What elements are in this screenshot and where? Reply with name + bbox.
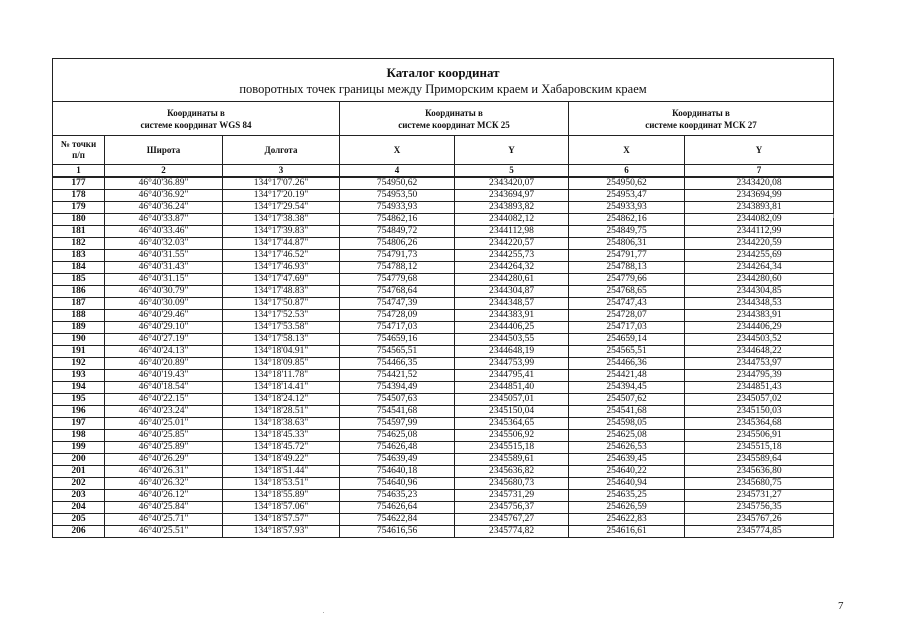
x-msk25-cell: 754779,68 xyxy=(340,274,455,286)
x-msk25-cell: 754953,50 xyxy=(340,190,455,202)
table-row xyxy=(53,358,834,370)
x-msk25-cell: 754659,16 xyxy=(340,334,455,346)
y-msk25-cell: 2345150,04 xyxy=(455,406,569,418)
latitude-cell: 46°40'25.51" xyxy=(105,526,223,538)
x-msk27-cell: 254394,45 xyxy=(569,382,685,394)
table-row xyxy=(53,406,834,418)
x-msk25-cell: 754622,84 xyxy=(340,514,455,526)
table-row xyxy=(53,177,834,190)
latitude-cell: 46°40'26.31" xyxy=(105,466,223,478)
y-msk27-cell: 2344795,39 xyxy=(685,370,834,382)
longitude-cell: 134°18'04.91" xyxy=(223,346,340,358)
point-number: 178 xyxy=(53,190,105,202)
y-msk25-cell: 2344220,57 xyxy=(455,238,569,250)
y-msk25-cell: 2343420,07 xyxy=(455,177,569,190)
latitude-cell: 46°40'33.87" xyxy=(105,214,223,226)
longitude-cell: 134°17'29.54" xyxy=(223,202,340,214)
x-msk25-cell: 754625,08 xyxy=(340,430,455,442)
x-msk27-cell: 254541,68 xyxy=(569,406,685,418)
table-row xyxy=(53,442,834,454)
table-row xyxy=(53,286,834,298)
longitude-cell: 134°18'09.85" xyxy=(223,358,340,370)
point-number: 202 xyxy=(53,478,105,490)
x-msk25-cell: 754791,73 xyxy=(340,250,455,262)
point-number: 185 xyxy=(53,274,105,286)
x-msk25-cell: 754507,63 xyxy=(340,394,455,406)
x-msk27-cell: 254626,53 xyxy=(569,442,685,454)
x-msk27-cell: 254788,13 xyxy=(569,262,685,274)
column-header-y-msk25: Y xyxy=(455,136,569,165)
longitude-cell: 134°17'46.93" xyxy=(223,262,340,274)
latitude-cell: 46°40'36.92" xyxy=(105,190,223,202)
x-msk27-cell: 254466,36 xyxy=(569,358,685,370)
point-number: 187 xyxy=(53,298,105,310)
y-msk27-cell: 2344255,69 xyxy=(685,250,834,262)
latitude-cell: 46°40'24.13" xyxy=(105,346,223,358)
x-msk25-cell: 754597,99 xyxy=(340,418,455,430)
y-msk25-cell: 2345589,61 xyxy=(455,454,569,466)
latitude-cell: 46°40'30.09" xyxy=(105,298,223,310)
y-msk25-cell: 2345767,27 xyxy=(455,514,569,526)
column-number: 6 xyxy=(569,165,685,178)
y-msk25-cell: 2344348,57 xyxy=(455,298,569,310)
table-row xyxy=(53,262,834,274)
y-msk27-cell: 2344082,09 xyxy=(685,214,834,226)
column-number: 2 xyxy=(105,165,223,178)
x-msk25-cell: 754635,23 xyxy=(340,490,455,502)
table-row xyxy=(53,238,834,250)
longitude-cell: 134°17'07.26" xyxy=(223,177,340,190)
y-msk27-cell: 2344220,59 xyxy=(685,238,834,250)
x-msk27-cell: 254728,07 xyxy=(569,310,685,322)
y-msk27-cell: 2344264,34 xyxy=(685,262,834,274)
point-number: 177 xyxy=(53,177,105,190)
point-number: 199 xyxy=(53,442,105,454)
x-msk27-cell: 254625,08 xyxy=(569,430,685,442)
y-msk27-cell: 2344503,52 xyxy=(685,334,834,346)
table-row xyxy=(53,526,834,538)
latitude-cell: 46°40'29.46" xyxy=(105,310,223,322)
y-msk27-cell: 2344406,29 xyxy=(685,322,834,334)
y-msk27-cell: 2344851,43 xyxy=(685,382,834,394)
latitude-cell: 46°40'25.85" xyxy=(105,430,223,442)
point-number: 204 xyxy=(53,502,105,514)
group-header-msk27: Координаты в системе координат МСК 27 xyxy=(569,102,834,136)
longitude-cell: 134°17'52.53" xyxy=(223,310,340,322)
y-msk25-cell: 2345364,65 xyxy=(455,418,569,430)
table-row xyxy=(53,190,834,202)
longitude-cell: 134°18'57.57" xyxy=(223,514,340,526)
table-row xyxy=(53,382,834,394)
y-msk25-cell: 2344648,19 xyxy=(455,346,569,358)
y-msk27-cell: 2345731,27 xyxy=(685,490,834,502)
column-header-longitude: Долгота xyxy=(223,136,340,165)
y-msk27-cell: 2345589,64 xyxy=(685,454,834,466)
y-msk27-cell: 2343420,08 xyxy=(685,177,834,190)
point-number: 193 xyxy=(53,370,105,382)
x-msk27-cell: 254933,93 xyxy=(569,202,685,214)
longitude-cell: 134°17'44.87" xyxy=(223,238,340,250)
coordinate-table xyxy=(52,58,834,538)
point-number: 201 xyxy=(53,466,105,478)
latitude-cell: 46°40'27.19" xyxy=(105,334,223,346)
y-msk25-cell: 2344082,12 xyxy=(455,214,569,226)
y-msk27-cell: 2345767,26 xyxy=(685,514,834,526)
longitude-cell: 134°17'20.19" xyxy=(223,190,340,202)
y-msk27-cell: 2345756,35 xyxy=(685,502,834,514)
point-number: 181 xyxy=(53,226,105,238)
y-msk27-cell: 2345680,75 xyxy=(685,478,834,490)
latitude-cell: 46°40'25.84" xyxy=(105,502,223,514)
longitude-cell: 134°17'47.69" xyxy=(223,274,340,286)
longitude-cell: 134°17'38.38" xyxy=(223,214,340,226)
longitude-cell: 134°18'51.44" xyxy=(223,466,340,478)
x-msk27-cell: 254806,31 xyxy=(569,238,685,250)
x-msk27-cell: 254639,45 xyxy=(569,454,685,466)
table-row xyxy=(53,514,834,526)
x-msk27-cell: 254507,62 xyxy=(569,394,685,406)
x-msk25-cell: 754639,49 xyxy=(340,454,455,466)
x-msk25-cell: 754626,64 xyxy=(340,502,455,514)
x-msk25-cell: 754933,93 xyxy=(340,202,455,214)
y-msk27-cell: 2344753,97 xyxy=(685,358,834,370)
y-msk25-cell: 2345731,29 xyxy=(455,490,569,502)
column-number: 7 xyxy=(685,165,834,178)
x-msk27-cell: 254598,05 xyxy=(569,418,685,430)
column-number-row xyxy=(53,165,834,178)
x-msk25-cell: 754747,39 xyxy=(340,298,455,310)
y-msk25-cell: 2344851,40 xyxy=(455,382,569,394)
x-msk27-cell: 254421,48 xyxy=(569,370,685,382)
longitude-cell: 134°17'39.83" xyxy=(223,226,340,238)
column-header-latitude: Широта xyxy=(105,136,223,165)
point-number: 189 xyxy=(53,322,105,334)
scan-mark xyxy=(833,214,834,218)
table-row xyxy=(53,478,834,490)
x-msk27-cell: 254717,03 xyxy=(569,322,685,334)
point-number: 182 xyxy=(53,238,105,250)
point-number: 184 xyxy=(53,262,105,274)
longitude-cell: 134°18'57.06" xyxy=(223,502,340,514)
table-row xyxy=(53,202,834,214)
x-msk25-cell: 754728,09 xyxy=(340,310,455,322)
longitude-cell: 134°18'53.51" xyxy=(223,478,340,490)
longitude-cell: 134°18'57.93" xyxy=(223,526,340,538)
x-msk27-cell: 254626,59 xyxy=(569,502,685,514)
y-msk25-cell: 2345774,82 xyxy=(455,526,569,538)
latitude-cell: 46°40'26.12" xyxy=(105,490,223,502)
column-header-x-msk25: X xyxy=(340,136,455,165)
longitude-cell: 134°18'45.72" xyxy=(223,442,340,454)
latitude-cell: 46°40'23.24" xyxy=(105,406,223,418)
table-row xyxy=(53,346,834,358)
latitude-cell: 46°40'25.71" xyxy=(105,514,223,526)
column-number: 5 xyxy=(455,165,569,178)
x-msk25-cell: 754394,49 xyxy=(340,382,455,394)
longitude-cell: 134°17'53.58" xyxy=(223,322,340,334)
point-number: 197 xyxy=(53,418,105,430)
longitude-cell: 134°17'58.13" xyxy=(223,334,340,346)
x-msk25-cell: 754616,56 xyxy=(340,526,455,538)
y-msk25-cell: 2344304,87 xyxy=(455,286,569,298)
latitude-cell: 46°40'33.46" xyxy=(105,226,223,238)
y-msk25-cell: 2345636,82 xyxy=(455,466,569,478)
y-msk27-cell: 2345636,80 xyxy=(685,466,834,478)
column-header-y-msk27: Y xyxy=(685,136,834,165)
longitude-cell: 134°17'46.52" xyxy=(223,250,340,262)
x-msk25-cell: 754806,26 xyxy=(340,238,455,250)
longitude-cell: 134°18'49.22" xyxy=(223,454,340,466)
x-msk27-cell: 254862,16 xyxy=(569,214,685,226)
column-header-point-no: № точки п/п xyxy=(53,136,105,165)
y-msk25-cell: 2343694,97 xyxy=(455,190,569,202)
table-row xyxy=(53,310,834,322)
x-msk27-cell: 254747,43 xyxy=(569,298,685,310)
longitude-cell: 134°18'24.12" xyxy=(223,394,340,406)
y-msk25-cell: 2344753,99 xyxy=(455,358,569,370)
latitude-cell: 46°40'29.10" xyxy=(105,322,223,334)
longitude-cell: 134°18'55.89" xyxy=(223,490,340,502)
longitude-cell: 134°18'38.63" xyxy=(223,418,340,430)
x-msk27-cell: 254640,94 xyxy=(569,478,685,490)
latitude-cell: 46°40'31.43" xyxy=(105,262,223,274)
column-number: 4 xyxy=(340,165,455,178)
table-row xyxy=(53,250,834,262)
longitude-cell: 134°18'14.41" xyxy=(223,382,340,394)
y-msk27-cell: 2345150,03 xyxy=(685,406,834,418)
x-msk25-cell: 754640,96 xyxy=(340,478,455,490)
x-msk25-cell: 754626,48 xyxy=(340,442,455,454)
page-number: 7 xyxy=(838,600,844,612)
y-msk25-cell: 2345506,92 xyxy=(455,430,569,442)
point-number: 179 xyxy=(53,202,105,214)
x-msk27-cell: 254849,75 xyxy=(569,226,685,238)
latitude-cell: 46°40'32.03" xyxy=(105,238,223,250)
column-number: 1 xyxy=(53,165,105,178)
x-msk27-cell: 254616,61 xyxy=(569,526,685,538)
x-msk25-cell: 754565,51 xyxy=(340,346,455,358)
point-number: 200 xyxy=(53,454,105,466)
y-msk27-cell: 2344304,85 xyxy=(685,286,834,298)
table-row xyxy=(53,226,834,238)
y-msk27-cell: 2344383,91 xyxy=(685,310,834,322)
latitude-cell: 46°40'31.15" xyxy=(105,274,223,286)
point-number: 186 xyxy=(53,286,105,298)
x-msk25-cell: 754466,35 xyxy=(340,358,455,370)
x-msk27-cell: 254622,83 xyxy=(569,514,685,526)
table-row xyxy=(53,274,834,286)
y-msk27-cell: 2345774,85 xyxy=(685,526,834,538)
scan-dot xyxy=(323,612,324,613)
x-msk27-cell: 254768,65 xyxy=(569,286,685,298)
y-msk27-cell: 2345515,18 xyxy=(685,442,834,454)
table-row xyxy=(53,334,834,346)
y-msk25-cell: 2344255,73 xyxy=(455,250,569,262)
point-number: 188 xyxy=(53,310,105,322)
x-msk25-cell: 754788,12 xyxy=(340,262,455,274)
point-number: 205 xyxy=(53,514,105,526)
latitude-cell: 46°40'30.79" xyxy=(105,286,223,298)
table-row xyxy=(53,394,834,406)
x-msk25-cell: 754950,62 xyxy=(340,177,455,190)
latitude-cell: 46°40'18.54" xyxy=(105,382,223,394)
point-number: 191 xyxy=(53,346,105,358)
table-row xyxy=(53,370,834,382)
y-msk25-cell: 2345756,37 xyxy=(455,502,569,514)
point-number: 203 xyxy=(53,490,105,502)
table-row xyxy=(53,298,834,310)
latitude-cell: 46°40'19.43" xyxy=(105,370,223,382)
x-msk27-cell: 254953,47 xyxy=(569,190,685,202)
longitude-cell: 134°18'45.33" xyxy=(223,430,340,442)
table-row xyxy=(53,502,834,514)
latitude-cell: 46°40'22.15" xyxy=(105,394,223,406)
latitude-cell: 46°40'20.89" xyxy=(105,358,223,370)
table-row xyxy=(53,466,834,478)
table-row xyxy=(53,418,834,430)
longitude-cell: 134°17'48.83" xyxy=(223,286,340,298)
y-msk27-cell: 2344648,22 xyxy=(685,346,834,358)
point-number: 196 xyxy=(53,406,105,418)
y-msk25-cell: 2344383,91 xyxy=(455,310,569,322)
latitude-cell: 46°40'31.55" xyxy=(105,250,223,262)
latitude-cell: 46°40'25.01" xyxy=(105,418,223,430)
y-msk25-cell: 2344112,98 xyxy=(455,226,569,238)
x-msk27-cell: 254950,62 xyxy=(569,177,685,190)
point-number: 194 xyxy=(53,382,105,394)
point-number: 192 xyxy=(53,358,105,370)
x-msk25-cell: 754640,18 xyxy=(340,466,455,478)
table-row xyxy=(53,454,834,466)
point-number: 190 xyxy=(53,334,105,346)
latitude-cell: 46°40'25.89" xyxy=(105,442,223,454)
y-msk27-cell: 2343893,81 xyxy=(685,202,834,214)
point-number: 183 xyxy=(53,250,105,262)
y-msk27-cell: 2344112,99 xyxy=(685,226,834,238)
y-msk25-cell: 2344264,32 xyxy=(455,262,569,274)
point-number: 206 xyxy=(53,526,105,538)
point-number: 180 xyxy=(53,214,105,226)
y-msk25-cell: 2345057,01 xyxy=(455,394,569,406)
latitude-cell: 46°40'36.24" xyxy=(105,202,223,214)
longitude-cell: 134°18'11.78" xyxy=(223,370,340,382)
x-msk27-cell: 254779,66 xyxy=(569,274,685,286)
y-msk25-cell: 2345680,73 xyxy=(455,478,569,490)
column-number: 3 xyxy=(223,165,340,178)
x-msk27-cell: 254791,77 xyxy=(569,250,685,262)
table-title-cell xyxy=(53,59,834,102)
y-msk27-cell: 2343694,99 xyxy=(685,190,834,202)
x-msk25-cell: 754421,52 xyxy=(340,370,455,382)
x-msk25-cell: 754541,68 xyxy=(340,406,455,418)
table-row xyxy=(53,490,834,502)
latitude-cell: 46°40'36.89" xyxy=(105,177,223,190)
x-msk27-cell: 254565,51 xyxy=(569,346,685,358)
point-number: 198 xyxy=(53,430,105,442)
y-msk27-cell: 2345364,68 xyxy=(685,418,834,430)
y-msk25-cell: 2344406,25 xyxy=(455,322,569,334)
y-msk25-cell: 2344503,55 xyxy=(455,334,569,346)
point-number: 195 xyxy=(53,394,105,406)
y-msk27-cell: 2345057,02 xyxy=(685,394,834,406)
x-msk27-cell: 254640,22 xyxy=(569,466,685,478)
y-msk27-cell: 2344280,60 xyxy=(685,274,834,286)
longitude-cell: 134°17'50.87" xyxy=(223,298,340,310)
y-msk25-cell: 2343893,82 xyxy=(455,202,569,214)
latitude-cell: 46°40'26.32" xyxy=(105,478,223,490)
table-row xyxy=(53,322,834,334)
y-msk25-cell: 2345515,18 xyxy=(455,442,569,454)
x-msk27-cell: 254659,14 xyxy=(569,334,685,346)
latitude-cell: 46°40'26.29" xyxy=(105,454,223,466)
y-msk25-cell: 2344280,61 xyxy=(455,274,569,286)
x-msk25-cell: 754849,72 xyxy=(340,226,455,238)
x-msk25-cell: 754768,64 xyxy=(340,286,455,298)
group-header-wgs84: Координаты в системе координат WGS 84 xyxy=(53,102,340,136)
catalog-title: Каталог координат xyxy=(386,64,500,80)
catalog-subtitle: поворотных точек границы между Приморским краем и Хабаровским краем xyxy=(239,81,647,96)
column-header-x-msk27: X xyxy=(569,136,685,165)
x-msk25-cell: 754717,03 xyxy=(340,322,455,334)
group-header-msk25: Координаты в системе координат МСК 25 xyxy=(340,102,569,136)
longitude-cell: 134°18'28.51" xyxy=(223,406,340,418)
y-msk27-cell: 2344348,53 xyxy=(685,298,834,310)
table-row xyxy=(53,214,834,226)
x-msk27-cell: 254635,25 xyxy=(569,490,685,502)
x-msk25-cell: 754862,16 xyxy=(340,214,455,226)
table-row xyxy=(53,430,834,442)
coordinate-catalog xyxy=(52,58,833,538)
y-msk27-cell: 2345506,91 xyxy=(685,430,834,442)
y-msk25-cell: 2344795,41 xyxy=(455,370,569,382)
